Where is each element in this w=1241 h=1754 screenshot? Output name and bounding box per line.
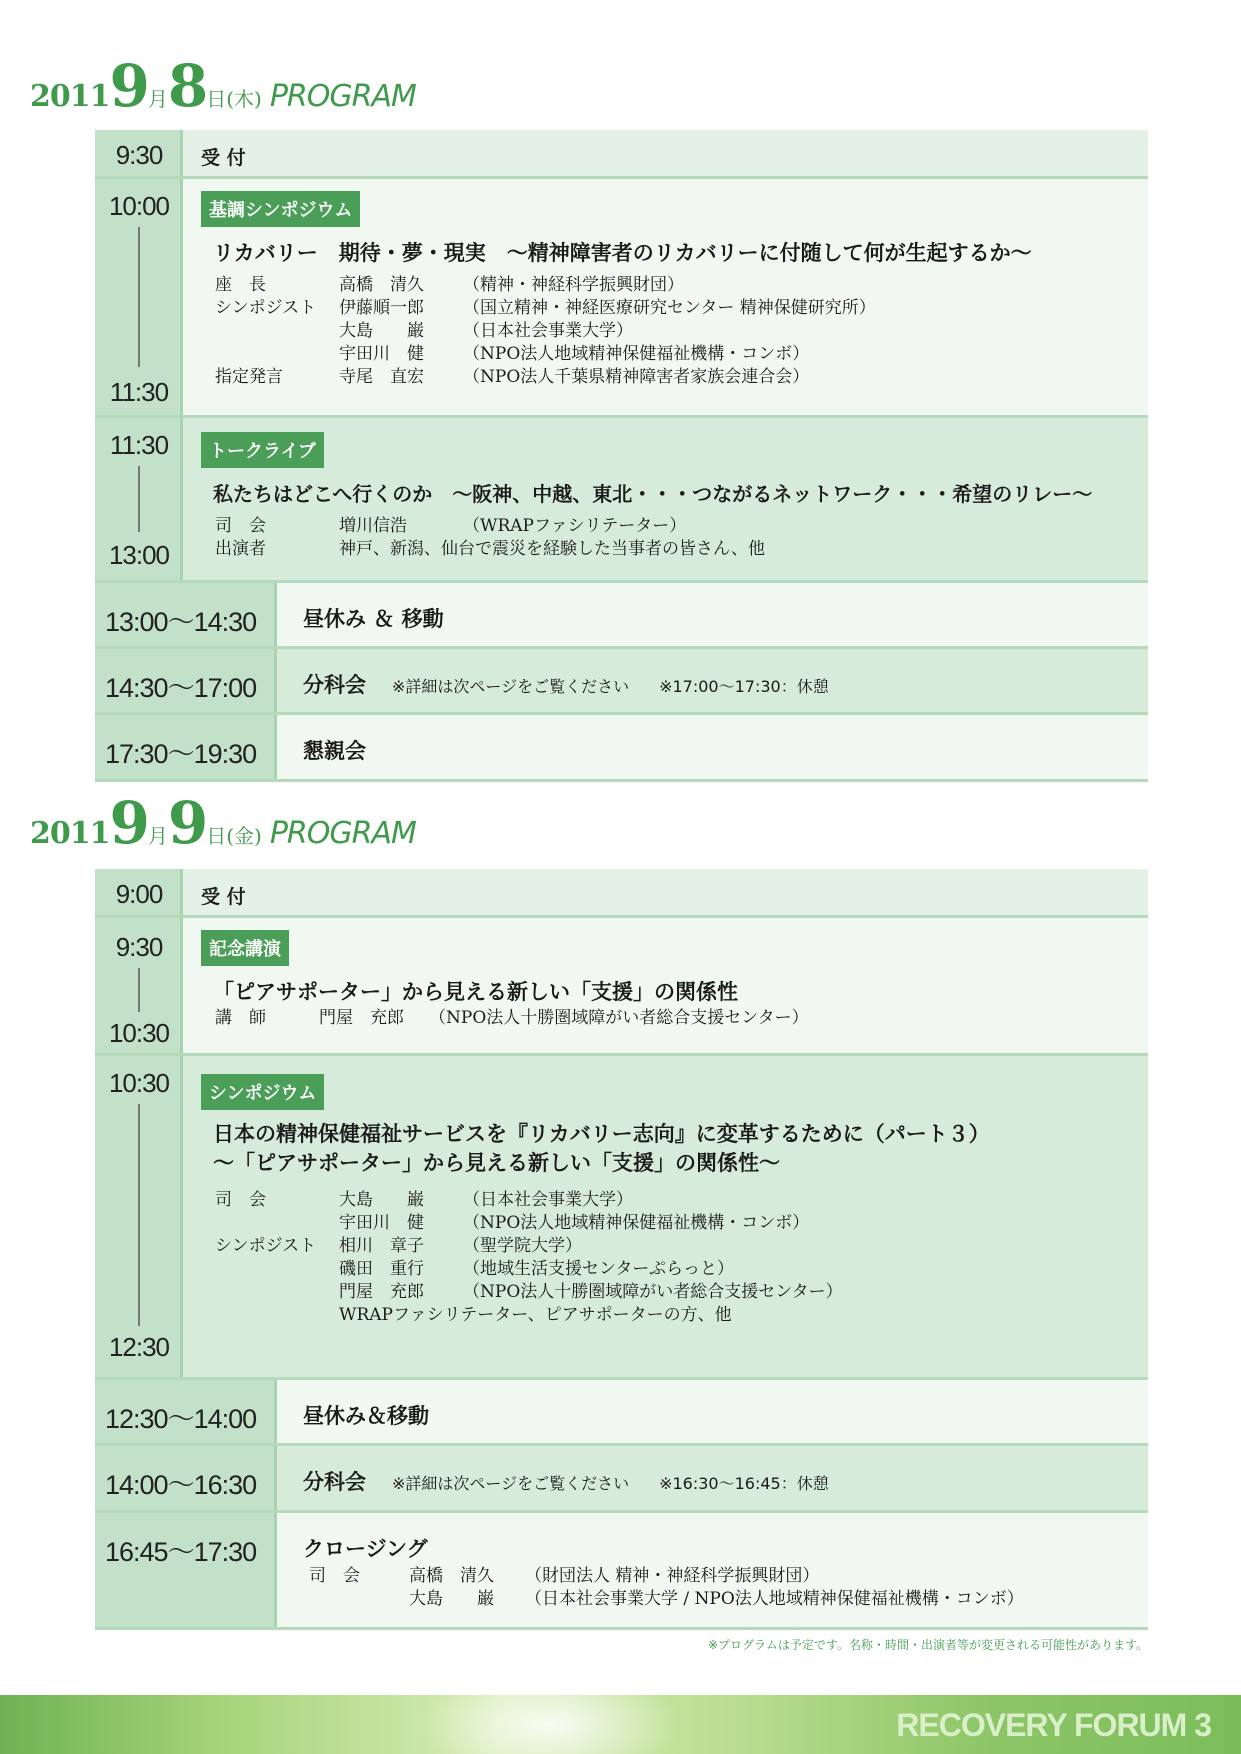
speaker-list: [215, 1189, 843, 1327]
speaker-row: 司 会 高橋 清久 （財団法人 精神・神経科学振興財団）: [309, 1566, 820, 1586]
day2-closing-row: [95, 1513, 1148, 1630]
speaker-list: [215, 515, 765, 561]
session-tag: 基調シンポジウム: [201, 191, 360, 227]
day1-month: 9: [109, 52, 148, 120]
speaker-row: シンポジスト 相川 章子 （聖学院大学）: [215, 1236, 582, 1256]
session-title: リカバリー 期待・夢・現実 〜精神障害者のリカバリーに付随して何が生起するか〜: [213, 241, 1032, 265]
speaker-row: 宇田川 健 （NPO法人地域精神保健福祉機構・コンボ）: [339, 344, 810, 364]
session-title: 「ピアサポーター」から見える新しい「支援」の関係性: [213, 980, 738, 1004]
session-tag: 記念講演: [201, 930, 289, 966]
day2-month: 9: [109, 789, 148, 857]
speaker-row: 磯田 重行 （地域生活支援センターぷらっと）: [339, 1259, 734, 1279]
time-range-line: [138, 227, 140, 367]
session-subtitle: 〜「ピアサポーター」から見える新しい「支援」の関係性〜: [213, 1151, 780, 1175]
end-time: 12:30: [108, 1332, 170, 1362]
day2-day-unit: 日: [206, 824, 227, 848]
speaker-list: [215, 1007, 809, 1030]
session-title: 私たちはどこへ行くのか 〜阪神、中越、東北・・・つながるネットワーク・・・希望のリレー〜: [213, 482, 1093, 506]
time-label: 13:00〜14:30: [105, 607, 257, 637]
speaker-list: [215, 274, 876, 389]
end-time: 11:30: [109, 377, 169, 407]
breakout-label: 分科会 ※詳細は次ページをご覧ください ※16:30〜16:45：休憩: [303, 1470, 829, 1494]
footer-banner: [0, 1695, 1241, 1754]
start-time: 11:30: [109, 430, 169, 460]
day2-reception-row: [95, 869, 1148, 918]
speaker-row: 司 会 増川信浩 （WRAPファシリテーター）: [215, 516, 687, 536]
day1-talklive-row: [95, 418, 1148, 583]
day2-program-label: PROGRAM: [269, 816, 416, 851]
breakout-label: 分科会 ※詳細は次ページをご覧ください ※17:00〜17:30：休憩: [303, 673, 829, 697]
speaker-row: WRAPファシリテーター、ピアサポーターの方、他: [339, 1305, 732, 1325]
speaker-row: 指定発言 寺尾 直宏 （NPO法人千葉県精神障害者家族会連合会）: [215, 367, 810, 387]
speaker-row: 座 長 高橋 清久 （精神・神経科学振興財団）: [215, 275, 684, 295]
breakout-note: ※詳細は次ページをご覧ください: [392, 1474, 630, 1493]
end-time: 10:30: [108, 1018, 170, 1048]
day2-breakout-row: [95, 1446, 1148, 1513]
day1-heading: [30, 52, 416, 122]
session-tag: トークライブ: [201, 432, 324, 468]
day1-keynote-row: [95, 179, 1148, 418]
day2-lunch-row: [95, 1380, 1148, 1446]
speaker-row: 門屋 充郎 （NPO法人十勝圏域障がい者総合支援センター）: [339, 1282, 843, 1302]
time-range-line: [138, 466, 140, 532]
day2-month-unit: 月: [147, 824, 168, 848]
speaker-row: 出演者 神戸、新潟、仙台で震災を経験した当事者の皆さん、他: [215, 539, 766, 559]
speaker-row: 大島 巌 （日本社会事業大学 / NPO法人地域精神保健福祉機構・コンボ）: [409, 1589, 1024, 1609]
session-tag: シンポジウム: [201, 1074, 324, 1110]
time-label: 14:00〜16:30: [105, 1470, 257, 1500]
time-label: 16:45〜17:30: [105, 1537, 257, 1567]
day2-day: 9: [167, 789, 207, 857]
time-label: 9:00: [115, 879, 163, 909]
speaker-list: [309, 1565, 1024, 1611]
break-label: 昼休み ＆ 移動: [303, 607, 444, 631]
start-time: 10:00: [108, 191, 170, 221]
reception-label: 受 付: [201, 147, 246, 169]
start-time: 9:30: [115, 932, 163, 962]
closing-label: クロージング: [303, 1537, 428, 1561]
forum-brand: RECOVERY FORUM 3: [896, 1707, 1211, 1743]
speaker-row: 講 師 門屋 充郎 （NPO法人十勝圏域障がい者総合支援センター）: [215, 1008, 809, 1028]
start-time: 10:30: [108, 1068, 170, 1098]
time-label: 12:30〜14:00: [105, 1404, 257, 1434]
speaker-row: 宇田川 健 （NPO法人地域精神保健福祉機構・コンボ）: [339, 1213, 810, 1233]
break-label: 昼休み＆移動: [303, 1404, 429, 1428]
day2-heading: [30, 789, 416, 859]
day2-symposium-row: [95, 1056, 1148, 1380]
day1-breakout-row: [95, 649, 1148, 715]
reception-label: 受 付: [201, 886, 246, 908]
day1-reception-row: [95, 130, 1148, 179]
footnote: ※プログラムは予定です。名称・時間・出演者等が変更される可能性があります。: [707, 1638, 1148, 1652]
day1-program-label: PROGRAM: [269, 79, 416, 114]
time-range-line: [138, 1104, 140, 1326]
party-label: 懇親会: [303, 739, 366, 763]
banner-glow: [420, 1695, 680, 1754]
time-label: 17:30〜19:30: [105, 739, 257, 769]
day1-month-unit: 月: [147, 87, 168, 111]
session-title: 日本の精神保健福祉サービスを『リカバリー志向』に変革するために（パート３）: [213, 1122, 990, 1146]
speaker-row: シンポジスト 伊藤順一郎 （国立精神・神経医療研究センター 精神保健研究所）: [215, 298, 876, 318]
breakout-note: ※詳細は次ページをご覧ください: [392, 677, 630, 696]
rest-note: ※16:30〜16:45：休憩: [659, 1474, 829, 1493]
day1-day-unit: 日: [206, 87, 227, 111]
speaker-row: 司 会 大島 巌 （日本社会事業大学）: [215, 1190, 633, 1210]
day1-weekday: (木): [226, 87, 262, 111]
time-label: 14:30〜17:00: [105, 673, 257, 703]
time-label: 9:30: [115, 140, 163, 170]
end-time: 13:00: [108, 540, 170, 570]
day1-party-row: [95, 715, 1148, 782]
day2-year: 2011: [30, 816, 110, 851]
day2-lecture-row: [95, 918, 1148, 1056]
rest-note: ※17:00〜17:30：休憩: [659, 677, 829, 696]
day1-lunch-row: [95, 583, 1148, 649]
day1-year: 2011: [30, 79, 110, 114]
day1-day: 8: [167, 52, 207, 120]
day2-weekday: (金): [226, 824, 262, 848]
speaker-row: 大島 巌 （日本社会事業大学）: [339, 321, 633, 341]
time-range-line: [138, 968, 140, 1012]
